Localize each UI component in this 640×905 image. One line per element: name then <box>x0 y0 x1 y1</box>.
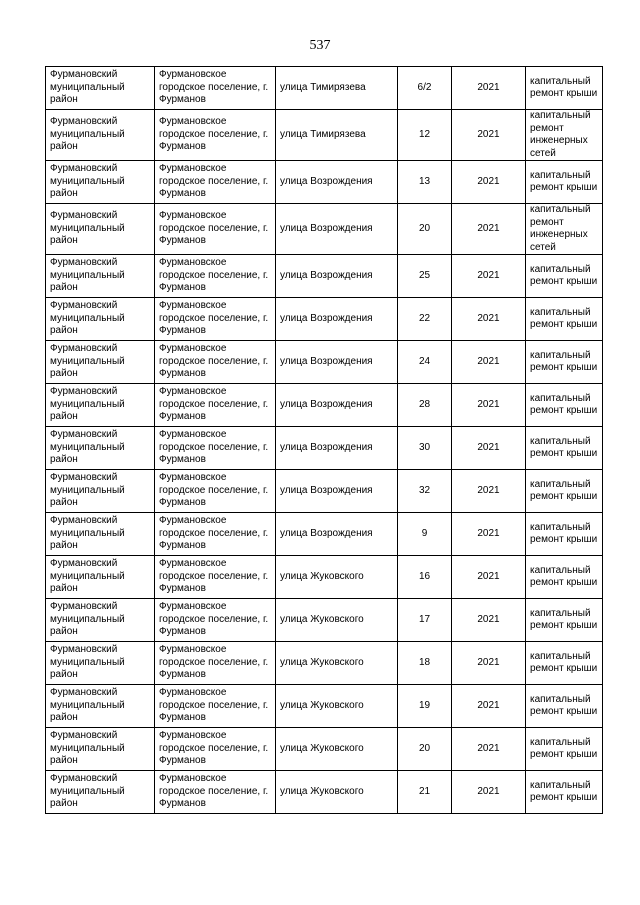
district-cell: Фурмановский муниципальный район <box>46 771 155 814</box>
district-cell: Фурмановский муниципальный район <box>46 341 155 384</box>
year-cell: 2021 <box>452 685 526 728</box>
page-number: 537 <box>309 38 331 53</box>
settlement-cell: Фурмановское городское поселение, г. Фурманов <box>155 728 276 771</box>
settlement-cell: Фурмановское городское поселение, г. Фурманов <box>155 513 276 556</box>
district-cell: Фурмановский муниципальный район <box>46 599 155 642</box>
settlement-cell: Фурмановское городское поселение, г. Фурманов <box>155 67 276 110</box>
table-row <box>46 255 603 298</box>
district-cell: Фурмановский муниципальный район <box>46 513 155 556</box>
year-cell: 2021 <box>452 556 526 599</box>
street-cell: улица Тимирязева <box>276 67 398 110</box>
district-cell: Фурмановский муниципальный район <box>46 67 155 110</box>
table-row <box>46 470 603 513</box>
house-number-cell: 18 <box>398 642 452 685</box>
year-cell: 2021 <box>452 771 526 814</box>
table-row <box>46 341 603 384</box>
house-number-cell: 28 <box>398 384 452 427</box>
house-number-cell: 6/2 <box>398 67 452 110</box>
year-cell: 2021 <box>452 110 526 161</box>
street-cell: улица Возрождения <box>276 341 398 384</box>
work-type-cell: капитальный ремонт инженерных сетей <box>526 204 603 255</box>
year-cell: 2021 <box>452 161 526 204</box>
settlement-cell: Фурмановское городское поселение, г. Фурманов <box>155 599 276 642</box>
year-cell: 2021 <box>452 341 526 384</box>
district-cell: Фурмановский муниципальный район <box>46 161 155 204</box>
table-row <box>46 556 603 599</box>
year-cell: 2021 <box>452 470 526 513</box>
settlement-cell: Фурмановское городское поселение, г. Фурманов <box>155 255 276 298</box>
district-cell: Фурмановский муниципальный район <box>46 685 155 728</box>
table-row <box>46 685 603 728</box>
street-cell: улица Жуковского <box>276 556 398 599</box>
district-cell: Фурмановский муниципальный район <box>46 642 155 685</box>
district-cell: Фурмановский муниципальный район <box>46 728 155 771</box>
year-cell: 2021 <box>452 384 526 427</box>
work-type-cell: капитальный ремонт крыши <box>526 470 603 513</box>
street-cell: улица Возрождения <box>276 384 398 427</box>
work-type-cell: капитальный ремонт инженерных сетей <box>526 110 603 161</box>
table-row <box>46 599 603 642</box>
district-cell: Фурмановский муниципальный район <box>46 556 155 599</box>
street-cell: улица Возрождения <box>276 298 398 341</box>
table-row <box>46 771 603 814</box>
work-type-cell: капитальный ремонт крыши <box>526 161 603 204</box>
settlement-cell: Фурмановское городское поселение, г. Фурманов <box>155 642 276 685</box>
work-type-cell: капитальный ремонт крыши <box>526 427 603 470</box>
street-cell: улица Возрождения <box>276 513 398 556</box>
district-cell: Фурмановский муниципальный район <box>46 470 155 513</box>
district-cell: Фурмановский муниципальный район <box>46 298 155 341</box>
settlement-cell: Фурмановское городское поселение, г. Фурманов <box>155 427 276 470</box>
street-cell: улица Возрождения <box>276 255 398 298</box>
district-cell: Фурмановский муниципальный район <box>46 384 155 427</box>
house-number-cell: 19 <box>398 685 452 728</box>
house-number-cell: 16 <box>398 556 452 599</box>
settlement-cell: Фурмановское городское поселение, г. Фурманов <box>155 771 276 814</box>
settlement-cell: Фурмановское городское поселение, г. Фурманов <box>155 685 276 728</box>
year-cell: 2021 <box>452 427 526 470</box>
street-cell: улица Жуковского <box>276 771 398 814</box>
year-cell: 2021 <box>452 255 526 298</box>
work-type-cell: капитальный ремонт крыши <box>526 556 603 599</box>
year-cell: 2021 <box>452 67 526 110</box>
house-number-cell: 22 <box>398 298 452 341</box>
district-cell: Фурмановский муниципальный район <box>46 427 155 470</box>
table-row <box>46 513 603 556</box>
year-cell: 2021 <box>452 599 526 642</box>
settlement-cell: Фурмановское городское поселение, г. Фурманов <box>155 298 276 341</box>
house-number-cell: 20 <box>398 728 452 771</box>
settlement-cell: Фурмановское городское поселение, г. Фурманов <box>155 556 276 599</box>
settlement-cell: Фурмановское городское поселение, г. Фурманов <box>155 204 276 255</box>
district-cell: Фурмановский муниципальный район <box>46 255 155 298</box>
street-cell: улица Жуковского <box>276 728 398 771</box>
house-number-cell: 25 <box>398 255 452 298</box>
year-cell: 2021 <box>452 642 526 685</box>
work-type-cell: капитальный ремонт крыши <box>526 728 603 771</box>
street-cell: улица Жуковского <box>276 685 398 728</box>
house-number-cell: 13 <box>398 161 452 204</box>
house-number-cell: 12 <box>398 110 452 161</box>
work-type-cell: капитальный ремонт крыши <box>526 298 603 341</box>
table-row <box>46 427 603 470</box>
work-type-cell: капитальный ремонт крыши <box>526 255 603 298</box>
table-row <box>46 67 603 110</box>
settlement-cell: Фурмановское городское поселение, г. Фурманов <box>155 341 276 384</box>
house-number-cell: 24 <box>398 341 452 384</box>
house-number-cell: 9 <box>398 513 452 556</box>
street-cell: улица Возрождения <box>276 204 398 255</box>
year-cell: 2021 <box>452 728 526 771</box>
work-type-cell: капитальный ремонт крыши <box>526 685 603 728</box>
repair-schedule-table <box>45 66 603 814</box>
table-row <box>46 728 603 771</box>
settlement-cell: Фурмановское городское поселение, г. Фурманов <box>155 110 276 161</box>
district-cell: Фурмановский муниципальный район <box>46 110 155 161</box>
street-cell: улица Возрождения <box>276 161 398 204</box>
work-type-cell: капитальный ремонт крыши <box>526 513 603 556</box>
table-row <box>46 298 603 341</box>
street-cell: улица Тимирязева <box>276 110 398 161</box>
house-number-cell: 30 <box>398 427 452 470</box>
house-number-cell: 17 <box>398 599 452 642</box>
work-type-cell: капитальный ремонт крыши <box>526 642 603 685</box>
work-type-cell: капитальный ремонт крыши <box>526 771 603 814</box>
street-cell: улица Возрождения <box>276 427 398 470</box>
district-cell: Фурмановский муниципальный район <box>46 204 155 255</box>
street-cell: улица Жуковского <box>276 642 398 685</box>
table-row <box>46 642 603 685</box>
work-type-cell: капитальный ремонт крыши <box>526 341 603 384</box>
table-row <box>46 110 603 161</box>
settlement-cell: Фурмановское городское поселение, г. Фурманов <box>155 161 276 204</box>
work-type-cell: капитальный ремонт крыши <box>526 67 603 110</box>
table-row <box>46 161 603 204</box>
street-cell: улица Жуковского <box>276 599 398 642</box>
house-number-cell: 21 <box>398 771 452 814</box>
settlement-cell: Фурмановское городское поселение, г. Фурманов <box>155 384 276 427</box>
house-number-cell: 32 <box>398 470 452 513</box>
table-row <box>46 204 603 255</box>
year-cell: 2021 <box>452 204 526 255</box>
work-type-cell: капитальный ремонт крыши <box>526 384 603 427</box>
year-cell: 2021 <box>452 298 526 341</box>
house-number-cell: 20 <box>398 204 452 255</box>
work-type-cell: капитальный ремонт крыши <box>526 599 603 642</box>
repair-schedule-rows <box>46 67 603 814</box>
settlement-cell: Фурмановское городское поселение, г. Фурманов <box>155 470 276 513</box>
year-cell: 2021 <box>452 513 526 556</box>
street-cell: улица Возрождения <box>276 470 398 513</box>
table-row <box>46 384 603 427</box>
